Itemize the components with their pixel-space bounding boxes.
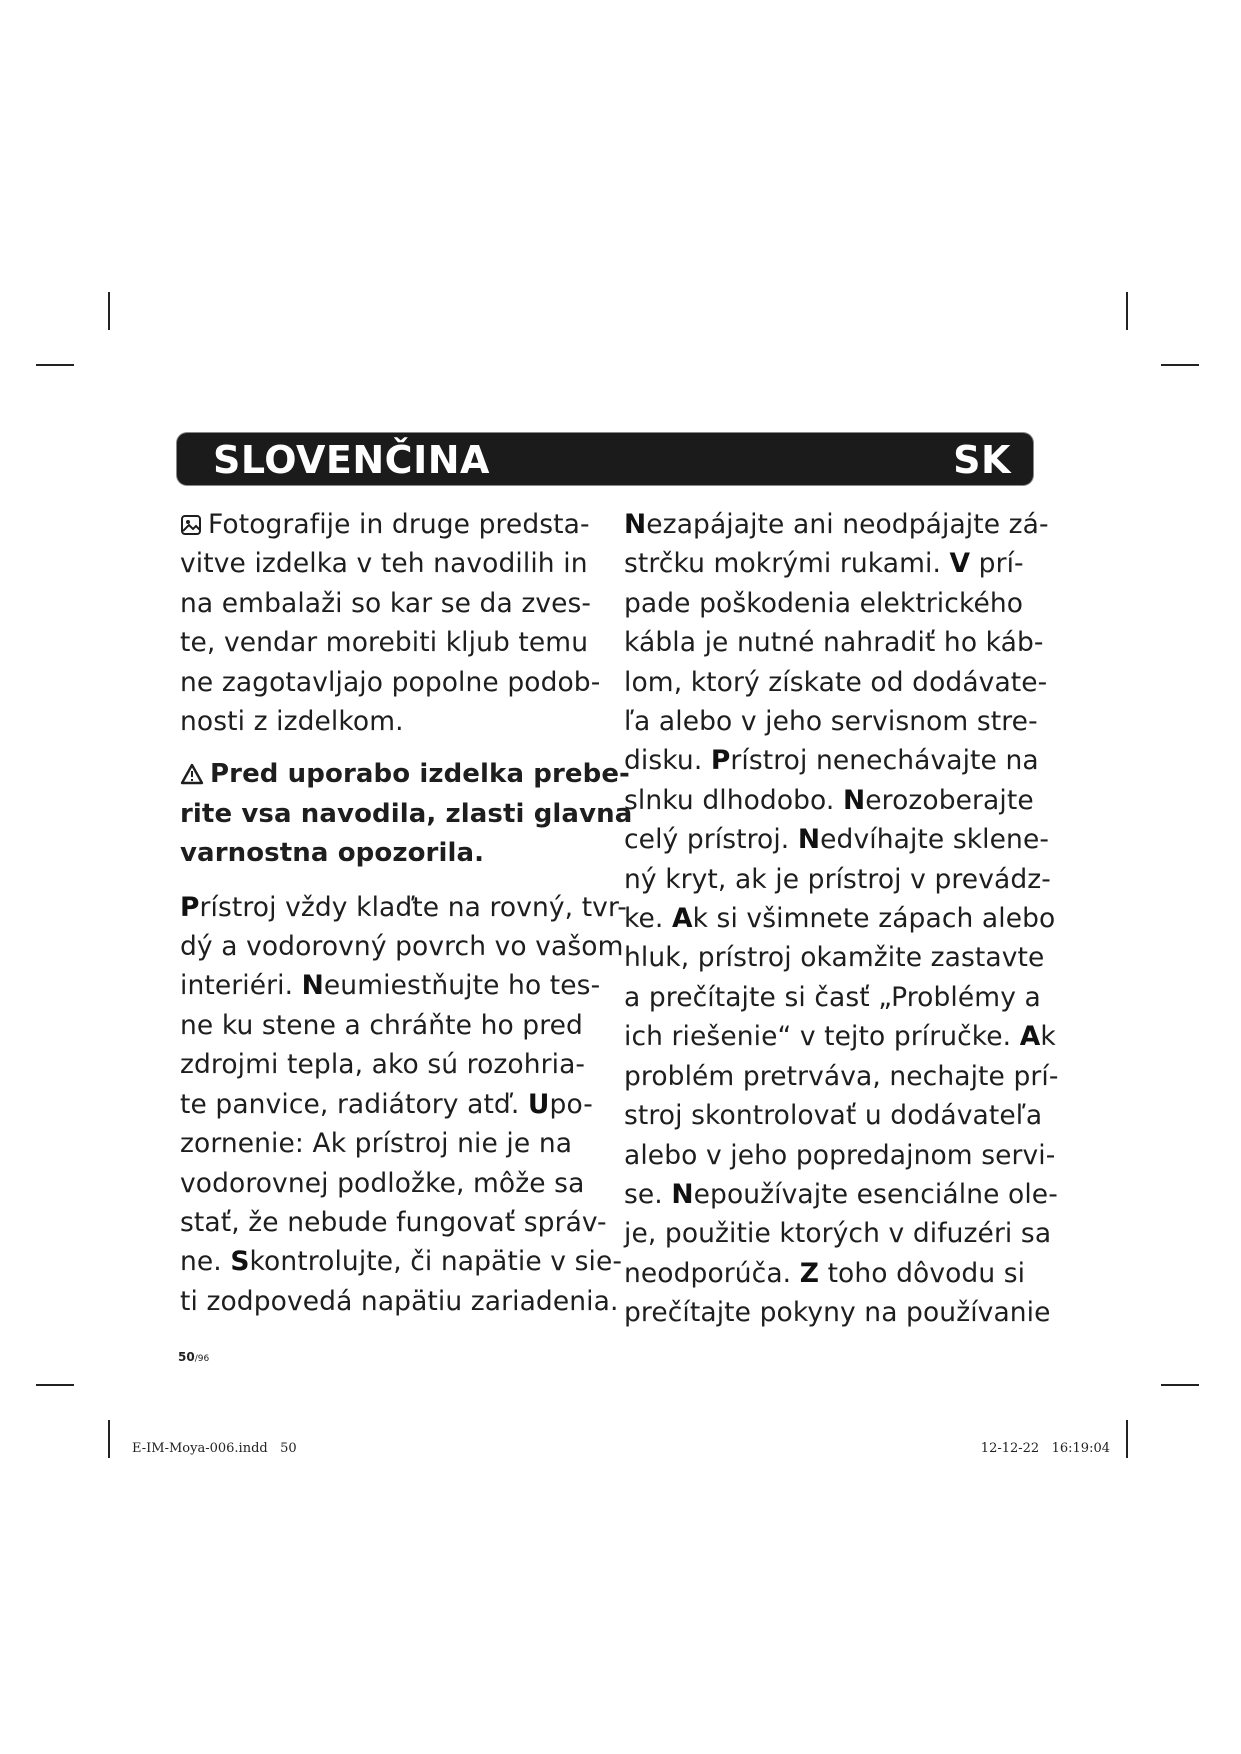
electrical-safety-instructions <box>624 505 1059 1333</box>
text-line: ne zagotavljajo popolne podob- <box>180 666 601 698</box>
text-line: ke. <box>624 903 672 935</box>
text-line: a prečítajte si časť „Problémy a <box>624 981 1041 1013</box>
text-line: prečítajte pokyny na používanie <box>624 1297 1051 1329</box>
bold-initial: S <box>230 1246 250 1278</box>
text-line: zornenie: Ak prístroj nie je na <box>180 1128 573 1160</box>
text-line: zdrojmi tepla, ako sú rozohria- <box>180 1049 586 1081</box>
text-line: k <box>1040 1021 1056 1053</box>
language-header <box>177 433 1033 485</box>
text-line: nosti z izdelkom. <box>180 706 404 738</box>
text-line: kontrolujte, či napätie v sie- <box>249 1246 623 1278</box>
footer-filename: E-IM-Moya-006.indd 50 <box>132 1441 297 1456</box>
footer-datetime: 12-12-22 16:19:04 <box>980 1441 1110 1456</box>
text-line: te, vendar morebiti kljub temu <box>180 627 589 659</box>
page-number-total: /96 <box>194 1354 210 1364</box>
bold-initial: N <box>797 824 821 856</box>
language-code: SK <box>953 438 1011 482</box>
text-line: strčku mokrými rukami. <box>624 548 950 580</box>
page-number-current: 50 <box>178 1350 195 1364</box>
bold-initial: N <box>842 784 866 816</box>
text-line: ich riešenie“ v tejto príručke. <box>624 1021 1020 1053</box>
text-line: edvíhajte sklene- <box>820 824 1050 856</box>
crop-mark <box>36 364 74 366</box>
text-line: rístroj nenechávajte na <box>730 745 1039 777</box>
text-line: lom, ktorý získate od dodávate- <box>624 666 1048 698</box>
text-line: Pred uporabo izdelka prebe- <box>210 759 630 790</box>
bold-initial: P <box>710 745 731 777</box>
text-line: vitve izdelka v teh navodilih in <box>180 548 588 580</box>
page-number <box>178 1350 209 1364</box>
bold-initial: A <box>1019 1021 1041 1053</box>
bold-initial: N <box>671 1178 694 1210</box>
text-line: problém pretrváva, nechajte prí- <box>624 1060 1059 1092</box>
text-line: ezapájajte ani neodpájajte zá- <box>646 509 1049 540</box>
text-line: disku. <box>624 745 711 777</box>
text-line: rite vsa navodila, zlasti glavna <box>180 798 633 829</box>
bold-initial: N <box>301 970 324 1002</box>
text-line: epoužívajte esenciálne ole- <box>693 1178 1058 1210</box>
text-line: ne. <box>180 1246 231 1278</box>
crop-mark <box>1126 1420 1128 1458</box>
text-line: ne ku stene a chráňte ho pred <box>180 1009 583 1041</box>
bold-initial: N <box>624 509 647 540</box>
text-line: hluk, prístroj okamžite zastavte <box>624 942 1045 974</box>
text-line: ti zodpovedá napätiu zariadenia. <box>180 1285 619 1317</box>
text-line: dý a vodorovný povrch vo vašom <box>180 931 624 963</box>
bold-initial: Z <box>799 1257 820 1289</box>
text-line: ný kryt, ak je prístroj v prevádz- <box>624 863 1051 895</box>
text-line: neodporúča. <box>624 1257 800 1289</box>
text-line: prí- <box>970 548 1024 580</box>
photo-disclaimer <box>180 505 600 741</box>
text-line: celý prístroj. <box>624 824 798 856</box>
crop-mark <box>1161 364 1199 366</box>
text-line: vodorovnej podložke, môže sa <box>180 1167 585 1199</box>
crop-mark <box>1126 292 1128 330</box>
bold-initial: A <box>671 903 693 935</box>
text-line: varnostna opozorila. <box>180 838 485 869</box>
text-line: slnku dlhodobo. <box>624 784 843 816</box>
crop-mark <box>1161 1384 1199 1386</box>
text-line: alebo v jeho popredajnom servi- <box>624 1139 1056 1171</box>
placement-instructions <box>180 888 627 1321</box>
text-line: interiéri. <box>180 970 302 1002</box>
text-line: kábla je nutné nahradiť ho káb- <box>624 627 1044 659</box>
right-column <box>624 505 1059 1333</box>
text-line: se. <box>624 1178 672 1210</box>
text-line: erozoberajte <box>865 784 1034 816</box>
text-line: te panvice, radiátory atď. <box>180 1088 528 1120</box>
crop-mark <box>108 292 110 330</box>
text-line: po- <box>549 1088 593 1120</box>
text-line: Fotografije in druge predsta- <box>208 509 590 540</box>
bold-initial: V <box>949 548 971 580</box>
bold-initial: P <box>180 891 200 923</box>
text-line: je, použitie ktorých v difuzéri sa <box>624 1218 1052 1250</box>
crop-mark <box>108 1420 110 1458</box>
text-line: pade poškodenia elektrického <box>624 587 1024 619</box>
text-line: toho dôvodu si <box>819 1257 1026 1289</box>
text-line: k si všimnete zápach alebo <box>692 903 1056 935</box>
image-icon <box>180 514 202 536</box>
text-line: eumiestňujte ho tes- <box>323 970 601 1002</box>
text-line: stať, že nebude fungovať správ- <box>180 1206 607 1238</box>
warning-icon <box>180 763 204 785</box>
text-line: ľa alebo v jeho servisnom stre- <box>624 706 1038 738</box>
text-line: rístroj vždy klaďte na rovný, tvr- <box>199 891 627 923</box>
left-column <box>180 505 633 1321</box>
text-line: na embalaži so kar se da zves- <box>180 587 592 619</box>
language-title: SLOVENČINA <box>213 438 490 482</box>
text-line: stroj skontrolovať u dodávateľa <box>624 1100 1043 1132</box>
crop-mark <box>36 1384 74 1386</box>
safety-warning <box>180 755 633 873</box>
bold-initial: U <box>527 1088 550 1120</box>
